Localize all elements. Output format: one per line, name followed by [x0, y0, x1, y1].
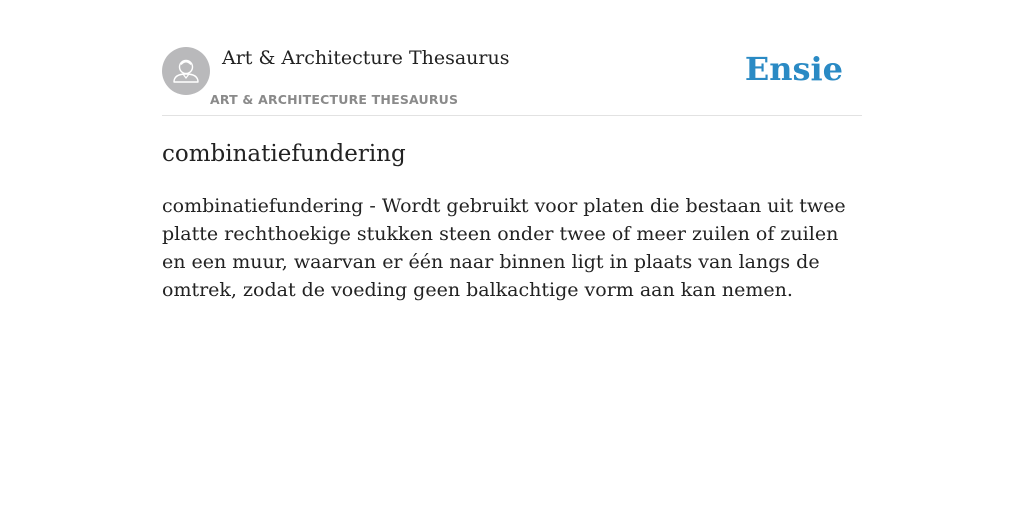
- entry-header: [162, 0, 862, 116]
- author-name[interactable]: Art & Architecture Thesaurus: [222, 47, 510, 69]
- source-label[interactable]: ART & ARCHITECTURE THESAURUS: [210, 92, 459, 107]
- user-icon: [162, 47, 210, 95]
- entry-definition: combinatiefundering - Wordt gebruikt voor platen die bestaan uit twee platte rechthoekige stukken steen onder twee of meer zuilen of zuilen en een muur, waarvan er één naar binnen ligt in plaats van langs de omtrek, zodat de voeding geen balkachtige vorm aan kan nemen.: [162, 195, 846, 301]
- author-avatar[interactable]: [162, 47, 210, 95]
- entry-term: combinatiefundering: [162, 141, 406, 167]
- entry-card: [162, 0, 862, 301]
- brand-logo[interactable]: Ensie: [744, 50, 843, 88]
